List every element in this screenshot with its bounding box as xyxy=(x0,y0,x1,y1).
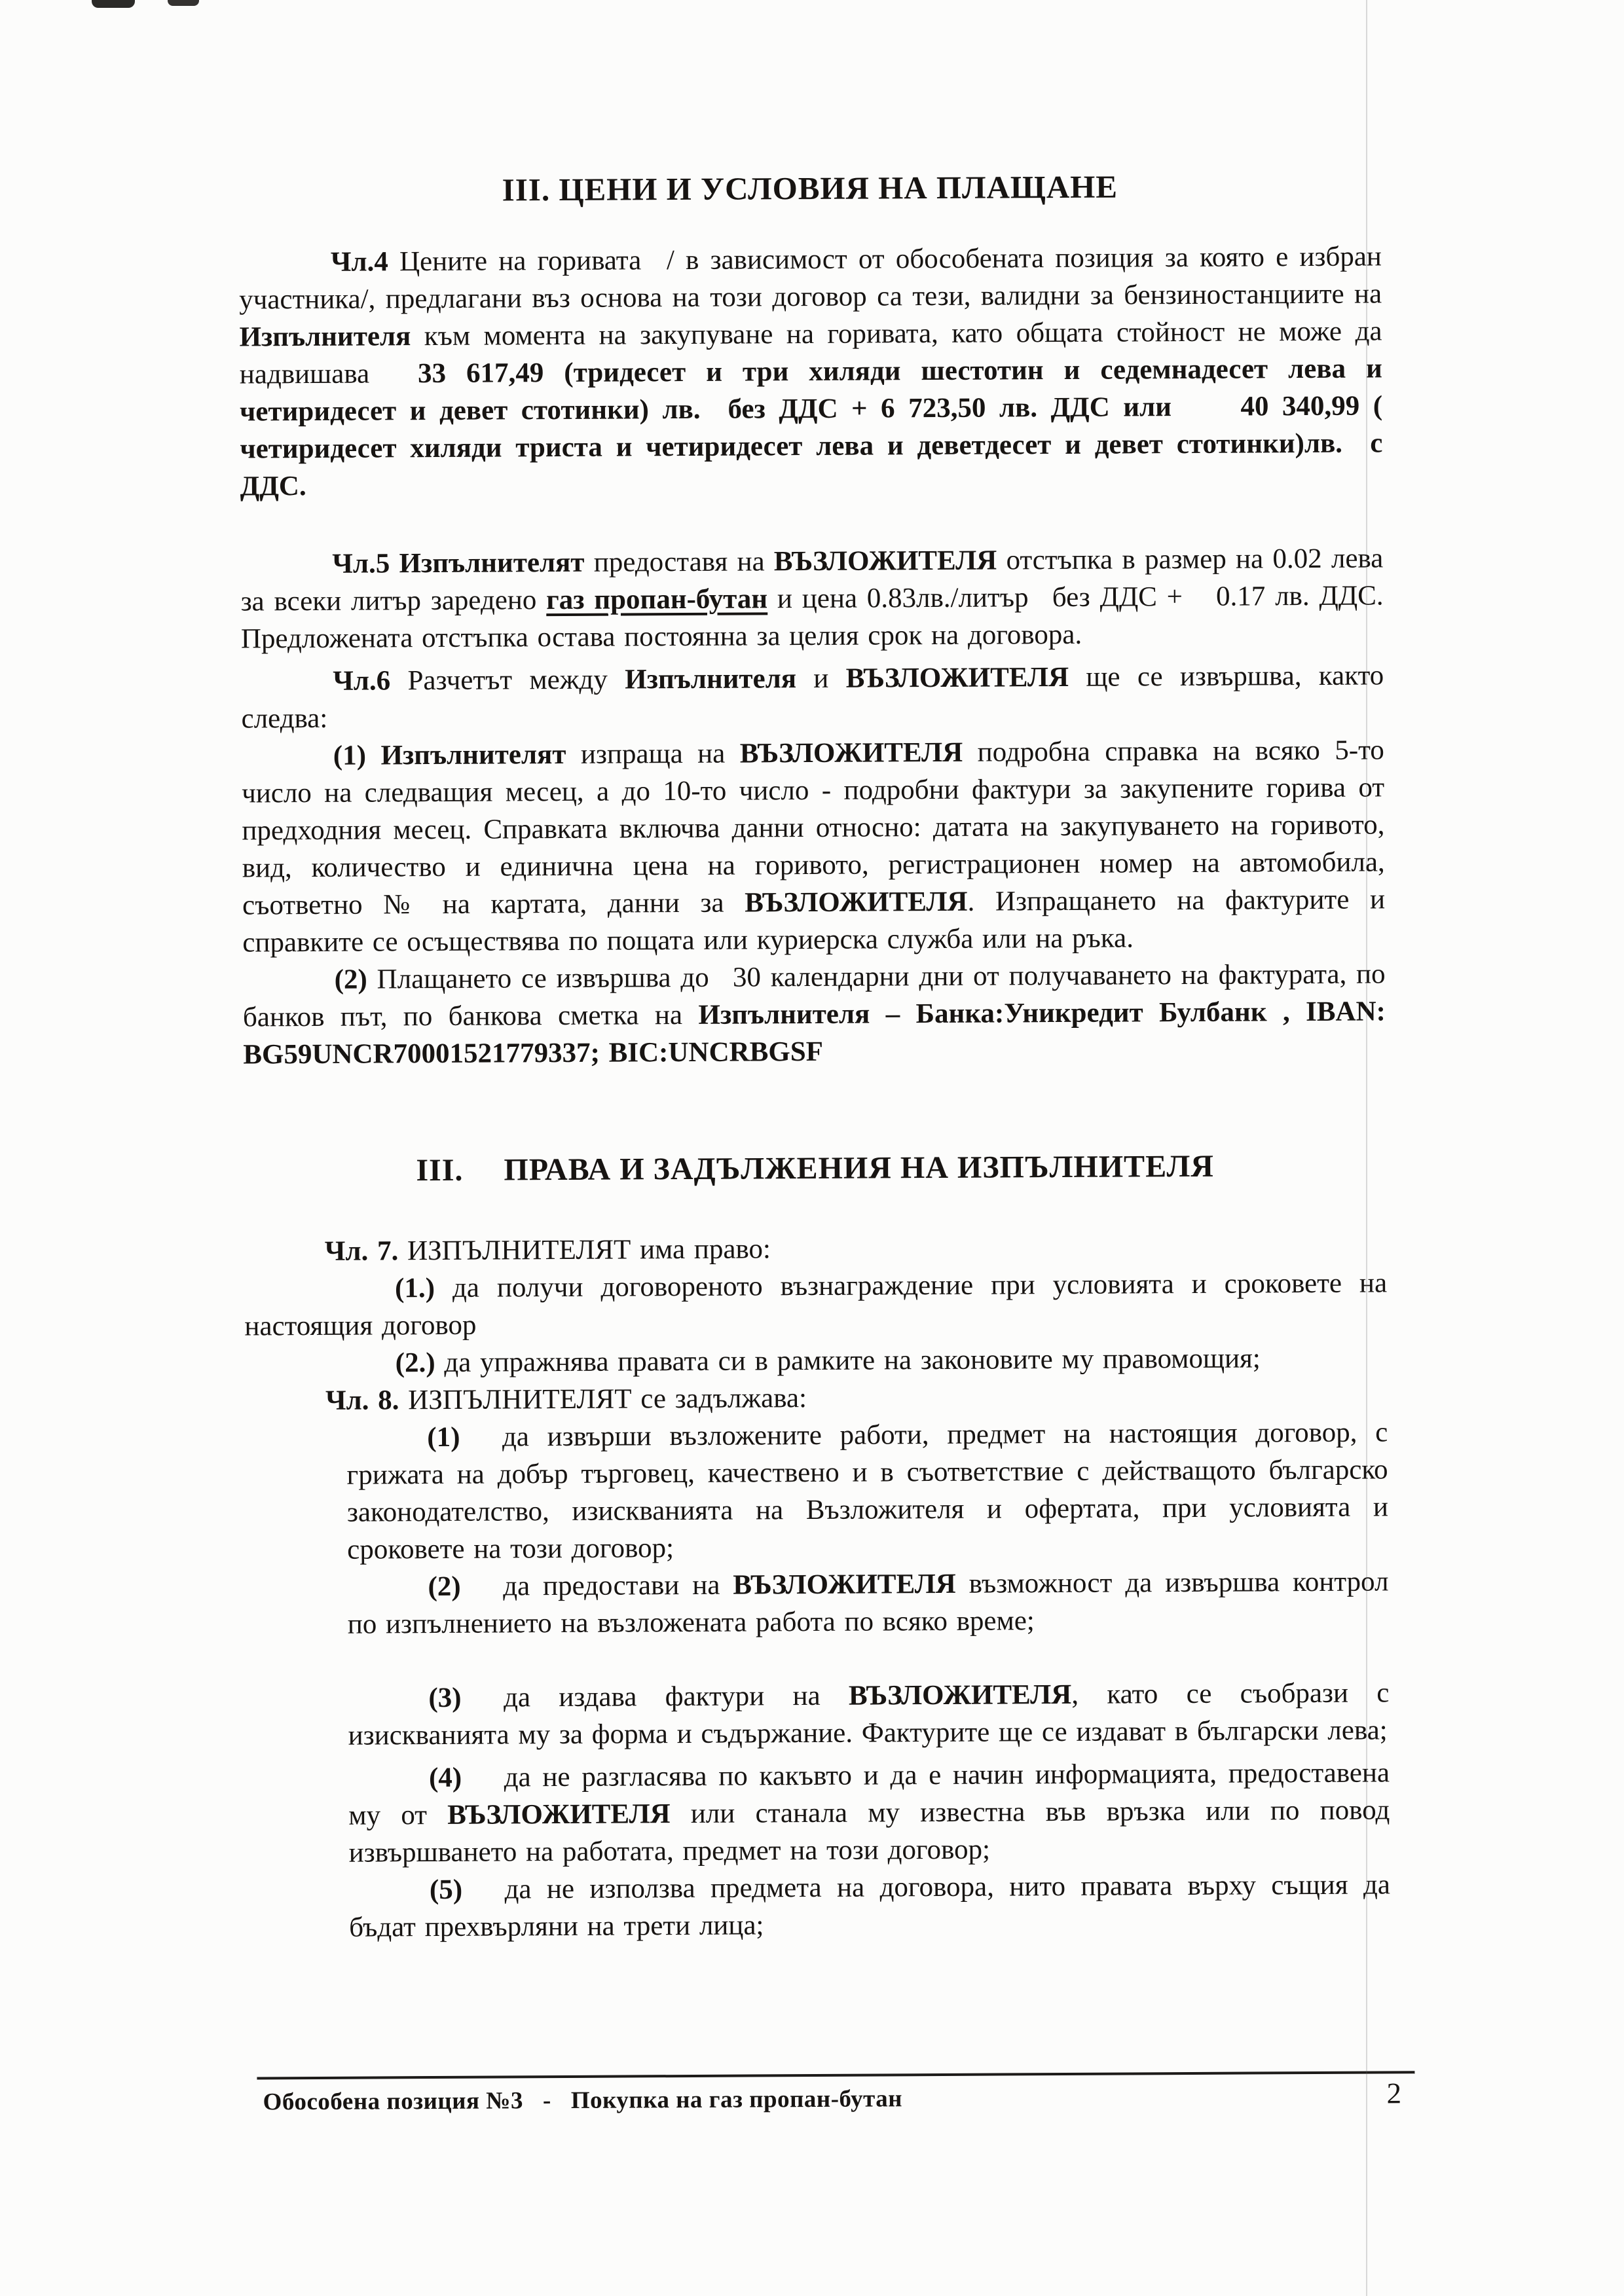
paragraph-art8-item4: (4) да не разгласява по какъвто и да е начин информацията, предоставена му от ВЪЗЛОЖИТЕЛЯ или станала му известна във връзка или по повод извършването на работата, предмет на този договор; xyxy=(348,1757,1390,1868)
section-heading-rights-title: ПРАВА И ЗАДЪЛЖЕНИЯ НА ИЗПЪЛНИТЕЛЯ xyxy=(504,1148,1215,1188)
paragraph-art8-item5: (5) да не използва предмета на договора, нито правата върху същия да бъдат прехвърляни на трети лица; xyxy=(349,1869,1391,1943)
footer-separator: - xyxy=(542,2087,551,2115)
section-heading-rights xyxy=(244,1146,1386,1191)
paragraph-art8-item2: (2) да предостави на ВЪЗЛОЖИТЕЛЯ възможност да извършва контрол по изпълнението на възложената работа по всяко време; xyxy=(347,1566,1389,1640)
paragraph-art8: Чл. 8. ИЗПЪЛНИТЕЛЯТ се задължава: xyxy=(325,1383,807,1416)
paragraph-art6: Чл.6 Разчетът между Изпълнителя и ВЪЗЛОЖИТЕЛЯ ще се извършва, както следва: xyxy=(241,660,1384,735)
scan-artifact-fold-line xyxy=(1366,0,1367,2296)
section-heading-rights-number: III. xyxy=(416,1152,464,1188)
section-heading-payment: III. ЦЕНИ И УСЛОВИЯ НА ПЛАЩАНЕ xyxy=(502,168,1118,208)
footer-lot-title: Покупка на газ пропан-бутан xyxy=(570,2085,903,2114)
footer-lot-caption xyxy=(263,2084,903,2117)
footer-lot-label: Обособена позиция №3 xyxy=(263,2087,524,2116)
paragraph-art7: Чл. 7. ИЗПЪЛНИТЕЛЯТ има право: xyxy=(324,1233,771,1267)
paragraph-art7-item1: (1.) да получи договореното възнаграждение при условията и сроковете на настоящия договор xyxy=(244,1267,1388,1342)
paragraph-art5: Чл.5 Изпълнителят предоставя на ВЪЗЛОЖИТЕЛЯ отстъпка в размер на 0.02 лева за всеки литър заредено газ пропан-бутан и цена 0.83лв./литър без ДДС + 0.17 лв. ДДС. Предложената отстъпка остава постоянна за целия срок на договора. xyxy=(240,543,1384,655)
paragraph-art8-item1: (1) да извърши възложените работи, предмет на настоящия договор, с грижата на добър търговец, качествено и в съответствие с действащото българско законодателство, изискванията на Възложителя и офертата, при условията и сроковете на този договор; xyxy=(346,1417,1389,1565)
paragraph-art4: Чл.4 Цените на горивата / в зависимост от обособената позиция за която е избран участника/, предлагани въз основа на този договор са тези, валидни за бензиностанциите на Изпълнителя към момента на закупуване на горивата, като общата стойност не може да надвишава 33 617,49 (тридесет и три хиляди шестотин и седемнадесет лева и четиридесет и девет стотинки) лв. без ДДС + 6 723,50 лв. ДДС или 40 340,99 ( четиридесет хиляди триста и четиридесет лева и деветдесет и девет стотинки)лв. с ДДС. xyxy=(239,241,1383,502)
scan-artifact-top-mark-2 xyxy=(168,0,199,6)
paragraph-art6-item2: (2) Плащането се извършва до 30 календарни дни от получаването на фактурата, по банков път, по банкова сметка на Изпълнителя – Банка:Уникредит Булбанк , IBAN: BG59UNCR70001521779337; BIC:UNCRBGSF xyxy=(242,958,1386,1070)
footer-divider xyxy=(257,2071,1414,2079)
scan-artifact-top-mark-1 xyxy=(92,0,135,8)
page-number: 2 xyxy=(1386,2077,1402,2110)
paragraph-art8-item3: (3) да издава фактури на ВЪЗЛОЖИТЕЛЯ, като се съобрази с изискванията му за форма и съдържание. Фактурите ще се издават в български лева; xyxy=(348,1677,1390,1751)
paragraph-art6-item1: (1) Изпълнителят изпраща на ВЪЗЛОЖИТЕЛЯ подробна справка на всяко 5-то число на следващия месец, а до 10-то число - подробни фактури за закупените горива от предходния месец. Справката включва данни относно: датата на закупуването на горивото, вид, количество и единична цена на горивото, регистрационен номер на автомобила, съответно № на картата, данни за ВЪЗЛОЖИТЕЛЯ. Изпращането на фактурите и справките се осъществява по пощата или куриерска служба или на ръка. xyxy=(242,735,1386,958)
paragraph-art7-item2: (2.) да упражнява правата си в рамките на законовите му правомощия; xyxy=(395,1343,1261,1379)
